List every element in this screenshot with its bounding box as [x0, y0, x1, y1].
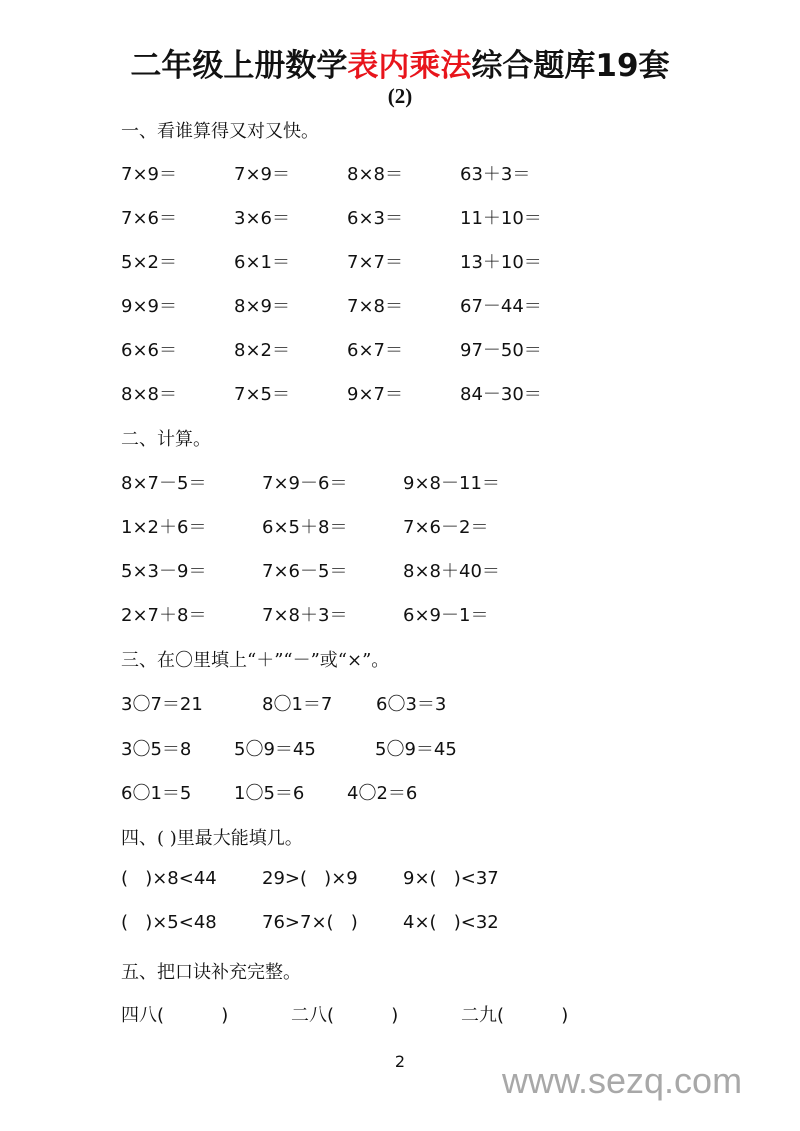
s3-problem: 5〇9＝45	[234, 739, 316, 760]
s3-heading: 三、在〇里填上“＋”“－”或“×”。	[121, 650, 390, 671]
s1-problem: 11＋10＝	[460, 208, 542, 229]
s1-problem: 8×9＝	[234, 296, 290, 317]
s2-problem: 2×7＋8＝	[121, 605, 207, 626]
s2-problem: 9×8－11＝	[403, 473, 500, 494]
s1-problem: 63＋3＝	[460, 164, 531, 185]
s4-problem: ( )×5<48	[121, 912, 217, 933]
s3-problem: 8〇1＝7	[262, 694, 333, 715]
s5-problem: 四八( )	[121, 1005, 229, 1026]
s3-problem: 6〇3＝3	[376, 694, 447, 715]
s1-problem: 84－30＝	[460, 384, 542, 405]
s1-problem: 9×9＝	[121, 296, 177, 317]
s5-problem: 二八( )	[291, 1005, 399, 1026]
s1-problem: 67－44＝	[460, 296, 542, 317]
s1-problem: 7×6＝	[121, 208, 177, 229]
s4-problem: ( )×8<44	[121, 868, 217, 889]
title-part1: 二年级上册数学	[130, 48, 348, 84]
s1-problem: 6×1＝	[234, 252, 290, 273]
s2-problem: 6×5＋8＝	[262, 517, 348, 538]
s1-problem: 3×6＝	[234, 208, 290, 229]
s1-problem: 7×5＝	[234, 384, 290, 405]
s1-problem: 7×9＝	[234, 164, 290, 185]
s1-problem: 5×2＝	[121, 252, 177, 273]
s5-heading: 五、把口诀补充完整。	[121, 962, 301, 983]
s1-problem: 9×7＝	[347, 384, 403, 405]
s2-heading: 二、计算。	[121, 429, 211, 450]
s4-heading: 四、( )里最大能填几。	[121, 828, 303, 849]
s1-problem: 6×3＝	[347, 208, 403, 229]
s1-problem: 6×7＝	[347, 340, 403, 361]
s3-problem: 3〇5＝8	[121, 739, 192, 760]
s1-problem: 7×7＝	[347, 252, 403, 273]
s3-problem: 4〇2＝6	[347, 783, 418, 804]
s4-problem: 9×( )<37	[403, 868, 499, 889]
s1-problem: 6×6＝	[121, 340, 177, 361]
s1-problem: 7×8＝	[347, 296, 403, 317]
s3-problem: 3〇7＝21	[121, 694, 203, 715]
s2-problem: 5×3－9＝	[121, 561, 207, 582]
s2-problem: 8×8＋40＝	[403, 561, 500, 582]
s4-problem: 29>( )×9	[262, 868, 358, 889]
s2-problem: 7×8＋3＝	[262, 605, 348, 626]
s2-problem: 7×6－2＝	[403, 517, 489, 538]
s1-problem: 7×9＝	[121, 164, 177, 185]
s3-problem: 1〇5＝6	[234, 783, 305, 804]
s3-problem: 5〇9＝45	[375, 739, 457, 760]
s4-problem: 4×( )<32	[403, 912, 499, 933]
s3-problem: 6〇1＝5	[121, 783, 192, 804]
s2-problem: 7×6－5＝	[262, 561, 348, 582]
s2-problem: 7×9－6＝	[262, 473, 348, 494]
s2-problem: 1×2＋6＝	[121, 517, 207, 538]
page-subtitle: (2)	[387, 84, 413, 108]
title-part2: 综合题库19套	[471, 48, 670, 84]
s1-problem: 13＋10＝	[460, 252, 542, 273]
page-number: 2	[394, 1052, 406, 1071]
watermark: www.sezq.com	[502, 1060, 743, 1101]
s4-problem: 76>7×( )	[262, 912, 358, 933]
s1-problem: 97－50＝	[460, 340, 542, 361]
s1-problem: 8×8＝	[347, 164, 403, 185]
title-highlight: 表内乘法	[347, 48, 472, 84]
s2-problem: 6×9－1＝	[403, 605, 489, 626]
page-title	[0, 40, 800, 85]
s5-problem: 二九( )	[461, 1005, 569, 1026]
s2-problem: 8×7－5＝	[121, 473, 207, 494]
s1-problem: 8×8＝	[121, 384, 177, 405]
s1-heading: 一、看谁算得又对又快。	[121, 121, 319, 142]
s1-problem: 8×2＝	[234, 340, 290, 361]
